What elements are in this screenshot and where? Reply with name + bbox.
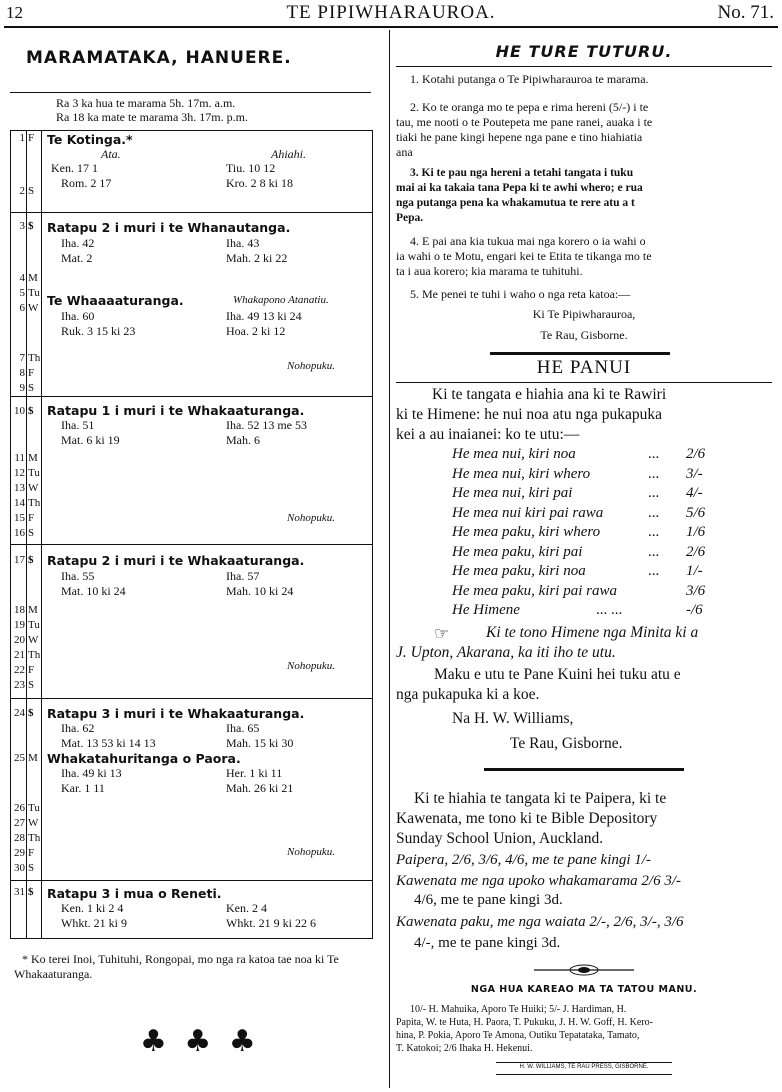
reading: Iha. 55 [61, 569, 95, 583]
day-number: 30 [14, 862, 25, 874]
day-number: 11 [14, 452, 25, 464]
reading: Mah. 26 ki 21 [226, 781, 294, 795]
day-number: 14 [14, 497, 25, 509]
day-number: 5 [19, 287, 25, 299]
rule-4-line: ia wahi o te Motu, engari kei te Etita te tikanga mo te [396, 249, 652, 263]
day-number: 25 [14, 752, 25, 764]
reading: Iha. 57 [226, 569, 260, 583]
price-item-name: He mea paku, kiri whero [452, 524, 601, 540]
entry-title: Ratapu 2 i muri i te Whanautanga. [47, 220, 291, 235]
entry-title: Te Kotinga.* [47, 132, 133, 147]
price-item-name: He mea nui, kiri pai [452, 485, 573, 501]
notice-intro: Ki te tangata e hiahia ana ki te Rawiri [432, 386, 667, 403]
weekday-letter: Tu [28, 467, 40, 479]
day-number: 17 [14, 554, 25, 566]
bible-notice: Kawenata, me tono ki te Bible Depository [396, 810, 658, 827]
weekday-letter: S [28, 679, 35, 691]
calendar-title: MARAMATAKA, HANUERE. [26, 48, 292, 68]
calendar-footnote: * Ko terei Inoi, Tuhituhi, Rongopai, mo nga ra katoa tae noa ki Te Whakaaturanga. [14, 952, 339, 981]
rule-3-line: 3. Ki te pau nga hereni a tetahi tangata i tuku [410, 167, 634, 179]
section-rule [490, 352, 670, 355]
weekday-letter: Th [28, 497, 41, 509]
reading: Iha. 62 [61, 721, 95, 735]
notice-rule [396, 382, 772, 383]
weekday-letter: S [28, 862, 35, 874]
reading: Ruk. 3 15 ki 23 [61, 324, 136, 338]
weekday-letter: F [28, 847, 35, 859]
day-number: 20 [14, 634, 25, 646]
reading: Kro. 2 8 ki 18 [226, 176, 293, 190]
reading: Iha. 42 [61, 236, 95, 250]
price-item-price: 1/6 [686, 524, 706, 540]
issue-number: No. 71. [717, 2, 774, 23]
day-number: 28 [14, 832, 25, 844]
weekday-letter: $ [28, 707, 34, 719]
day-number: 22 [14, 664, 25, 676]
day-number: 13 [14, 482, 25, 494]
reading: Iha. 52 13 me 53 [226, 418, 307, 432]
day-number: 3 [19, 220, 25, 232]
day-number: 8 [19, 367, 25, 379]
imprint-rule [496, 1062, 672, 1063]
weekday-letter: $ [28, 220, 34, 232]
bible-price: Paipera, 2/6, 3/6, 4/6, me te pane kingi 1/- [396, 852, 651, 868]
page-number: 12 [6, 3, 23, 22]
weekday-letter: W [28, 634, 39, 646]
rules-rule [396, 66, 772, 67]
entry-title: Te Whaaaaturanga. [47, 293, 184, 308]
price-item-name: He mea paku, kiri noa [452, 563, 586, 579]
day-number: 15 [14, 512, 25, 524]
day-number: 4 [19, 272, 25, 284]
moon-phase-2: Ra 18 ka mate te marama 3h. 17m. p.m. [56, 110, 248, 124]
day-column-divider [26, 130, 27, 938]
ornamental-divider-icon [534, 962, 634, 978]
donors-line: hina, P. Pokia, Aporo Te Amona, Outiku Tepatataka, Tamato, [396, 1030, 640, 1041]
price-item-dots: ... [648, 563, 660, 579]
rule-2-line: tau, me nooti o te Poutepeta me pane ranei, auaka i te [396, 115, 653, 129]
fast-day-label: Nohopuku. [287, 660, 335, 672]
day-number: 6 [19, 302, 25, 314]
day-number: 24 [14, 707, 25, 719]
calendar-table [10, 130, 373, 939]
calendar-section-3 [11, 396, 372, 397]
newspaper-title: TE PIPIWHARAUROA. [286, 2, 496, 23]
morning-label: Ata. [101, 147, 121, 161]
weekday-letter: Th [28, 649, 41, 661]
day-number: 1 [19, 132, 25, 144]
rules-title: HE TURE TUTURU. [495, 42, 673, 61]
fast-day-label: Nohopuku. [287, 512, 335, 524]
imprint-rule [496, 1074, 672, 1075]
entry-title: Ratapu 1 i muri i te Whakaaturanga. [47, 403, 305, 418]
price-item-name: He mea nui, kiri whero [452, 465, 591, 482]
rule-3-line: mai ai ka takaia tana Pepa ki te awhi whero; e rua [396, 182, 643, 194]
price-item-name: He mea nui, kiri noa [452, 446, 576, 462]
reading: Iha. 51 [61, 418, 95, 432]
calendar-section-6 [11, 880, 372, 881]
day-number: 23 [14, 679, 25, 691]
entry-title: Ratapu 2 i muri i te Whakaaturanga. [47, 553, 305, 568]
address-line-1: Ki Te Pipiwharauroa, [532, 307, 636, 321]
price-item-name: He mea nui kiri pai rawa [452, 504, 604, 521]
header-rule [4, 26, 778, 28]
calendar-section-5 [11, 698, 372, 699]
reading: Mah. 15 ki 30 [226, 736, 294, 750]
entry-title: Ratapu 3 i muri i te Whakaaturanga. [47, 706, 305, 721]
calendar-section-1 [11, 130, 372, 131]
weekday-column-divider [41, 130, 42, 938]
reading: Kar. 1 11 [61, 781, 105, 795]
day-number: 18 [14, 604, 25, 616]
reading: Ken. 2 4 [226, 901, 267, 915]
reading: Mah. 10 ki 24 [226, 584, 294, 598]
price-item-name: He Himene [452, 602, 520, 618]
weekday-letter: $ [28, 405, 34, 417]
rule-3-line: Pepa. [396, 212, 424, 224]
price-item-price: -/6 [686, 602, 703, 618]
weekday-letter: Tu [28, 619, 40, 631]
reading: Ken. 1 ki 2 4 [61, 901, 124, 915]
day-number: 9 [19, 382, 25, 394]
signature-name: Na H. W. Williams, [452, 710, 574, 727]
shamrock-ornament-icon: ♣ ♣ ♣ [140, 1024, 260, 1059]
notice-intro: ki te Himene: he nui noa atu nga pukapuka [396, 406, 663, 423]
notice-title: HE PANUI [536, 357, 632, 378]
weekday-letter: W [28, 482, 39, 494]
pointing-hand-icon: ☞ [434, 624, 450, 644]
calendar-top-rule [10, 92, 371, 93]
rule-1: 1. Kotahi putanga o Te Pipiwharauroa te marama. [410, 72, 649, 86]
day-number: 2 [19, 185, 25, 197]
weekday-letter: M [28, 272, 38, 284]
ministers-note: Ki te tono Himene nga Minita ki a [486, 624, 699, 641]
price-item-price: 3/6 [686, 582, 706, 599]
fast-day-label: Nohopuku. [287, 846, 335, 858]
postage-note: nga pukapuka ki a koe. [396, 686, 540, 703]
donors-line: T. Katokoi; 2/6 Ihaka H. Hekenui. [396, 1043, 533, 1054]
day-number: 7 [19, 352, 25, 364]
bible-price: 4/-, me te pane kingi 3d. [414, 935, 561, 951]
rule-3-line: nga putanga pena ka whakamutua te rere atu a t [396, 197, 635, 209]
reading: Mat. 2 [61, 251, 93, 265]
weekday-letter: M [28, 752, 38, 764]
address-line-2: Te Rau, Gisborne. [540, 328, 628, 342]
price-item-price: 2/6 [686, 446, 706, 462]
entry-title: Ratapu 3 i mua o Reneti. [47, 886, 222, 901]
weekday-letter: S [28, 382, 35, 394]
reading: Hoa. 2 ki 12 [226, 324, 286, 338]
price-item-dots: ... [648, 543, 660, 560]
weekday-letter: S [28, 527, 35, 539]
donors-title: NGA HUA KAREAO MA TA TATOU MANU. [470, 984, 698, 995]
weekday-letter: F [28, 367, 35, 379]
price-item-dots: ... ... [596, 602, 623, 618]
section-rule [484, 768, 684, 771]
weekday-letter: Tu [28, 802, 40, 814]
rule-5: 5. Me penei te tuhi i waho o nga reta katoa:— [410, 287, 631, 301]
weekday-letter: $ [28, 554, 34, 566]
reading: Her. 1 ki 11 [226, 766, 283, 780]
page-header [0, 0, 782, 26]
reading: Iha. 49 ki 13 [61, 766, 122, 780]
price-item-dots: ... [648, 504, 660, 521]
entry-subtitle: Whakapono Atanatiu. [233, 294, 329, 306]
donors-line: Papita, W. te Huta, H. Paora, T. Pukuku, J. H. W. Goff, H. Kero- [396, 1017, 653, 1028]
day-number: 16 [14, 527, 25, 539]
evening-label: Ahiahi. [271, 147, 306, 161]
reading: Iha. 43 [226, 236, 260, 250]
day-number: 26 [14, 802, 25, 814]
reading: Whkt. 21 9 ki 22 6 [226, 916, 316, 930]
fast-day-label: Nohopuku. [287, 360, 335, 372]
bible-notice: Sunday School Union, Auckland. [396, 830, 604, 847]
reading: Mah. 2 ki 22 [226, 251, 288, 265]
ministers-note: J. Upton, Akarana, ka iti iho te utu. [396, 644, 616, 661]
day-number: 12 [14, 467, 25, 479]
bible-price: Kawenata me nga upoko whakamarama 2/6 3/- [396, 873, 681, 889]
donors-line: 10/- H. Mahuika, Aporo Te Huiki; 5/- J. Hardiman, H. [410, 1004, 627, 1015]
day-number: 19 [14, 619, 25, 631]
weekday-letter: F [28, 512, 35, 524]
price-item-dots: ... [648, 524, 660, 540]
rule-4-line: 4. E pai ana kia tukua mai nga korero o ia wahi o [410, 234, 646, 248]
day-number: 29 [14, 847, 25, 859]
weekday-letter: M [28, 604, 38, 616]
weekday-letter: F [28, 664, 35, 676]
calendar-section-4 [11, 544, 372, 545]
bible-price: 4/6, me te pane kingi 3d. [414, 892, 563, 908]
moon-phase-1: Ra 3 ka hua te marama 5h. 17m. a.m. [56, 96, 236, 110]
reading: Rom. 2 17 [61, 176, 112, 190]
day-number: 31 [14, 886, 25, 898]
rule-2-line: ana [396, 145, 413, 159]
weekday-letter: F [28, 132, 35, 144]
price-item-dots: ... [648, 485, 660, 501]
day-number: 21 [14, 649, 25, 661]
rule-2-line: tiaki he pane kingi hepene nga pane e tino hiahiatia [396, 130, 643, 144]
printer-imprint: H. W. WILLIAMS, TE RAU PRESS, GISBORNE. [519, 1064, 649, 1070]
price-item-price: 4/- [686, 485, 703, 501]
weekday-letter: $ [28, 886, 34, 898]
day-number: 10 [14, 405, 25, 417]
reading: Iha. 65 [226, 721, 260, 735]
entry-title: Whakatahuritanga o Paora. [47, 751, 241, 766]
postage-note: Maku e utu te Pane Kuini hei tuku atu e [434, 666, 681, 683]
reading: Mat. 13 53 ki 14 13 [61, 736, 156, 750]
price-item-name: He mea paku, kiri pai rawa [452, 582, 617, 599]
price-item-dots: ... [648, 465, 660, 482]
price-item-price: 2/6 [686, 543, 706, 560]
price-item-price: 3/- [686, 465, 703, 482]
rule-2-line: 2. Ko te oranga mo te pepa e rima hereni (5/-) i te [410, 100, 649, 114]
weekday-letter: S [28, 185, 35, 197]
reading: Ken. 17 1 [51, 161, 98, 175]
weekday-letter: M [28, 452, 38, 464]
column-divider [389, 30, 390, 1088]
signature-place: Te Rau, Gisborne. [510, 735, 623, 752]
weekday-letter: W [28, 817, 39, 829]
reading: Tiu. 10 12 [226, 161, 276, 175]
rule-4-line: ta i aua korero; kia marama te tuhituhi. [396, 264, 583, 278]
reading: Mah. 6 [226, 433, 260, 447]
calendar-section-2 [11, 212, 372, 213]
weekday-letter: Th [28, 352, 41, 364]
weekday-letter: W [28, 302, 39, 314]
price-item-dots: ... [648, 446, 660, 462]
price-item-price: 5/6 [686, 504, 706, 521]
reading: Whkt. 21 ki 9 [61, 916, 127, 930]
reading: Iha. 49 13 ki 24 [226, 309, 302, 323]
weekday-letter: Th [28, 832, 41, 844]
bible-price: Kawenata paku, me nga waiata 2/-, 2/6, 3/-, 3/6 [396, 914, 684, 930]
reading: Mat. 10 ki 24 [61, 584, 126, 598]
weekday-letter: Tu [28, 287, 40, 299]
bible-notice: Ki te hiahia te tangata ki te Paipera, ki te [414, 790, 667, 807]
reading: Iha. 60 [61, 309, 95, 323]
price-item-name: He mea paku, kiri pai [452, 543, 583, 560]
notice-intro: kei a au inaianei: ko te utu:— [396, 426, 580, 443]
price-item-price: 1/- [686, 563, 703, 579]
reading: Mat. 6 ki 19 [61, 433, 120, 447]
day-number: 27 [14, 817, 25, 829]
